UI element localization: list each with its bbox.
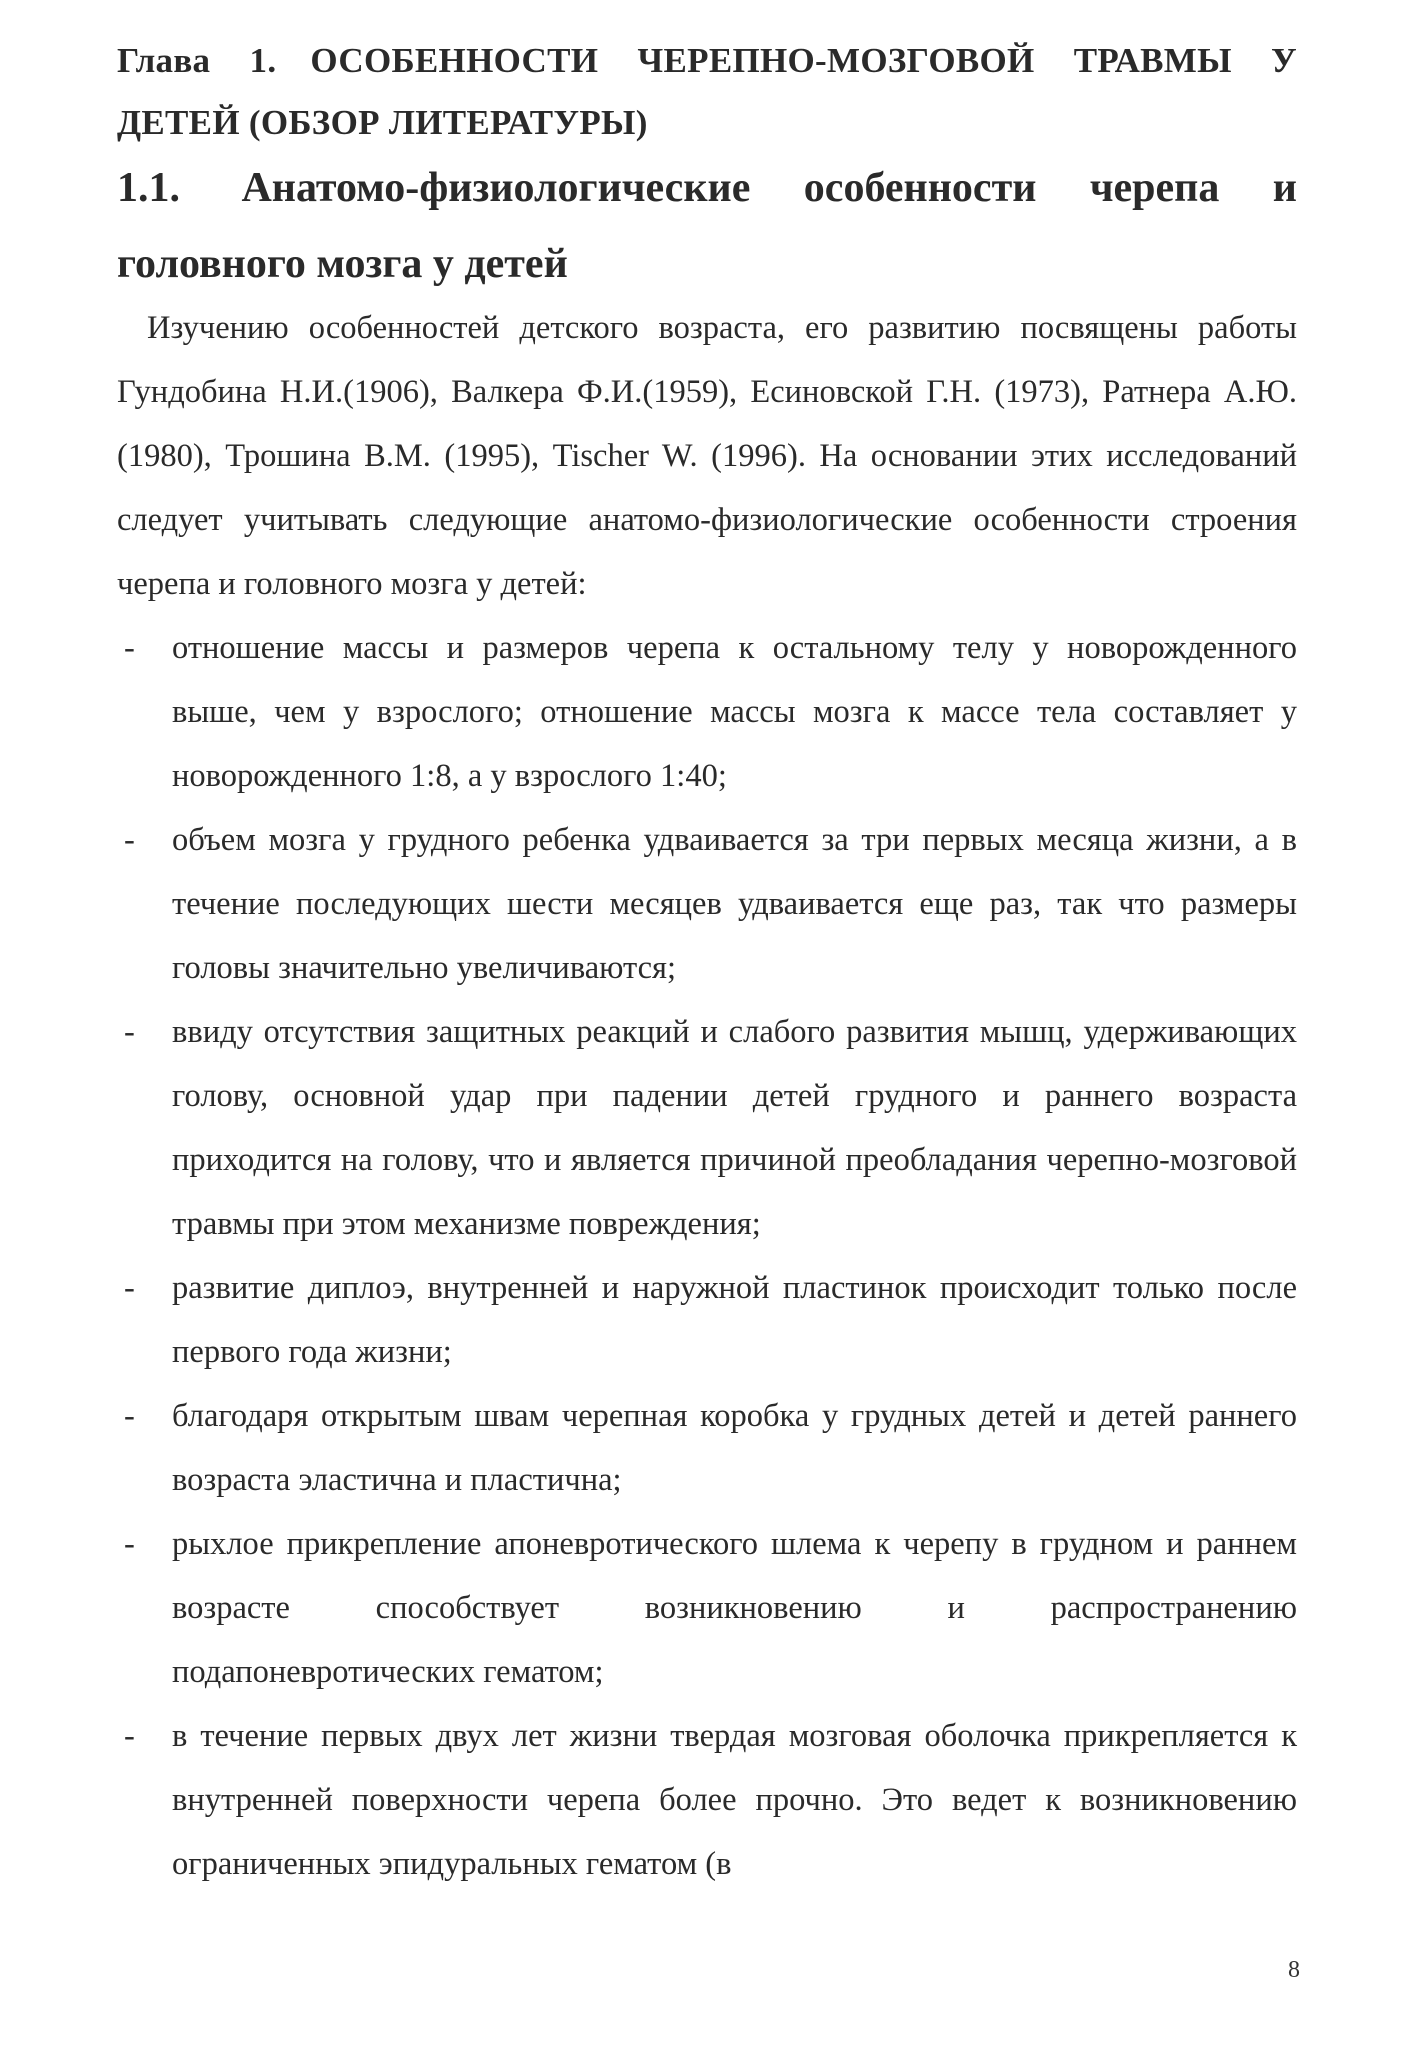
list-item-text: развитие диплоэ, внутренней и наружной пластинок происходит только после первого года жизни;	[172, 1270, 1297, 1370]
list-dash: -	[124, 822, 135, 858]
list-item	[117, 1384, 1297, 1512]
list-item-text: объем мозга у грудного ребенка удваивается за три первых месяца жизни, а в течение последующих шести месяцев удваивается еще раз, так что размеры головы значительно увеличиваются;	[172, 822, 1297, 986]
list-item-text: ввиду отсутствия защитных реакций и слабого развития мышц, удерживающих голову, основной удар при падении детей грудного и раннего возраста приходится на голову, что и является причиной преобладания черепно-мозговой травмы при этом механизме повреждения;	[172, 1014, 1297, 1242]
features-list	[117, 616, 1297, 1896]
list-dash: -	[124, 1718, 135, 1754]
list-item	[117, 1256, 1297, 1384]
list-dash: -	[124, 1398, 135, 1434]
list-item	[117, 1000, 1297, 1256]
list-item-text: в течение первых двух лет жизни твердая мозговая оболочка прикрепляется к внутренней поверхности черепа более прочно. Это ведет к возникновению ограниченных эпидуральных гематом (в	[172, 1718, 1297, 1882]
list-item	[117, 616, 1297, 808]
list-dash: -	[124, 1270, 135, 1306]
list-dash: -	[124, 1526, 135, 1562]
page-number: 8	[1288, 1957, 1300, 1983]
intro-paragraph: Изучению особенностей детского возраста, его развитию посвящены работы Гундобина Н.И.(1906), Валкера Ф.И.(1959), Есиновской Г.Н. (1973), Ратнера А.Ю. (1980), Трошина В.М. (1995), Tischer W. (1996). На основании этих исследований следует учитывать следующие анатомо-физиологические особенности строения черепа и головного мозга у детей:	[117, 310, 1297, 602]
chapter-title: ОСОБЕННОСТИ ЧЕРЕПНО-МОЗГОВОЙ ТРАВМЫ У ДЕТЕЙ (ОБЗОР ЛИТЕРАТУРЫ)	[117, 41, 1297, 142]
chapter-number: Глава 1.	[117, 41, 277, 80]
section-title: Анатомо-физиологические особенности черепа и головного мозга у детей	[117, 165, 1298, 287]
list-dash: -	[124, 1014, 135, 1050]
body-text	[117, 296, 1297, 1896]
chapter-heading	[117, 30, 1297, 154]
list-item-text: рыхлое прикрепление апоневротического шлема к черепу в грудном и раннем возрасте способствует возникновению и распространению подапоневротических гематом;	[172, 1526, 1297, 1690]
section-number: 1.1.	[117, 165, 180, 211]
list-item	[117, 1704, 1297, 1896]
list-item	[117, 1512, 1297, 1704]
section-heading	[117, 150, 1297, 302]
list-item-text: благодаря открытым швам черепная коробка у грудных детей и детей раннего возраста эластична и пластична;	[172, 1398, 1297, 1498]
list-dash: -	[124, 630, 135, 666]
list-item	[117, 808, 1297, 1000]
list-item-text: отношение массы и размеров черепа к остальному телу у новорожденного выше, чем у взрослого; отношение массы мозга к массе тела составляет у новорожденного 1:8, а у взрослого 1:40;	[172, 630, 1297, 794]
